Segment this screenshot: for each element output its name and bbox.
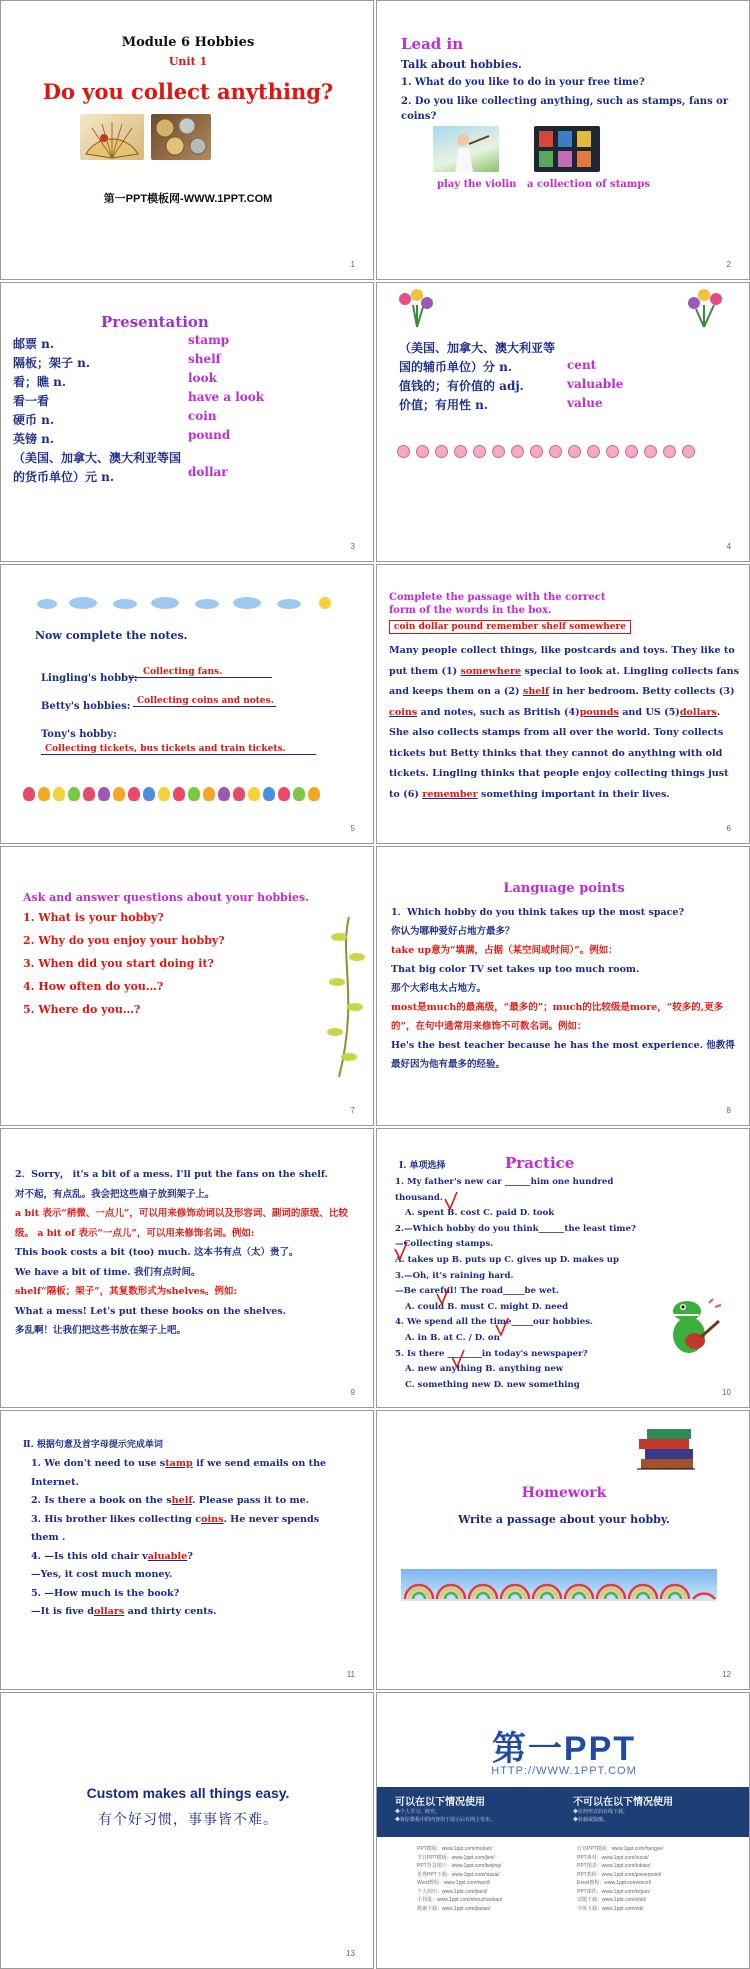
passage-text: and notes, such as British (4): [417, 706, 580, 718]
resource-link[interactable]: 节日PPT模板：www.1ppt.com/jieri/: [417, 1854, 495, 1861]
resource-link[interactable]: PPT教程：www.1ppt.com/powerpoint/: [577, 1871, 662, 1878]
slide-9[interactable]: [0, 1128, 374, 1408]
blank-6: remember: [422, 788, 478, 800]
vine-decoration: [319, 917, 369, 1077]
question-list: [23, 911, 225, 1026]
exercise-list: [395, 1175, 655, 1393]
slide-heading: Presentation: [101, 313, 209, 331]
resource-link[interactable]: 教案下载：www.1ppt.com/jiaoan/: [417, 1905, 491, 1912]
blank: helf: [171, 1495, 193, 1506]
slide-4[interactable]: [376, 282, 750, 562]
page-number: 5: [350, 824, 355, 833]
vocab-cn: 英镑 n.: [13, 432, 55, 446]
page-number: 4: [726, 542, 731, 551]
homework-task: Write a passage about your hobby.: [458, 1513, 670, 1526]
flower-bouquet-icon: [682, 287, 728, 329]
vocab-chinese-list: [13, 335, 183, 487]
blank: aluable: [147, 1550, 188, 1562]
usage-item: ◆任何形式的在线下载。: [573, 1809, 629, 1815]
note-example: He's the best teacher because he has the most experience. 他教得最好因为他有最多的经验。: [391, 1040, 735, 1070]
usage-item: ◆将原模板中的内容用于展示后在网上发布。: [395, 1817, 496, 1823]
slide-3[interactable]: [0, 282, 374, 562]
note-answer-tony: Collecting tickets, bus tickets and train tickets.: [41, 744, 316, 755]
resource-link[interactable]: 个人简历：www.1ppt.com/jianli/: [417, 1888, 488, 1895]
caption-stamps: a collection of stamps: [527, 179, 650, 190]
passage-text: Many people collect things, like postcards and toys. They like to put them (1): [389, 645, 735, 677]
exercise-options: A. takes up B. puts up C. gives up D. makes up: [395, 1254, 620, 1265]
site-watermark: 第一PPT模板网-WWW.1PPT.COM: [103, 193, 273, 205]
slide-heading: Now complete the notes.: [35, 629, 188, 642]
note-most: most是much的最高级，“最多的”；much的比较级是more，“较多的,更多的”，在句中通常用来修饰不可数名词。例如：: [391, 1002, 724, 1032]
vocab-cn: 值钱的；有价值的 adj.: [399, 379, 524, 393]
vocab-en: value: [567, 396, 603, 410]
page-number: 7: [350, 1106, 355, 1115]
exercise-line: 3.—Oh, it's raining hard.: [395, 1270, 514, 1281]
resource-link[interactable]: 优秀PPT下载：www.1ppt.com/xiazai/: [417, 1871, 500, 1878]
vocab-cn: （美国、加拿大、澳大利亚等国的货币单位）元 n.: [13, 451, 182, 484]
vocab-cn: 隔板；架子 n.: [13, 356, 91, 370]
section-label: Ⅰ. 单项选择: [399, 1161, 446, 1171]
module-title: Module 6 Hobbies: [121, 35, 255, 50]
vocab-en: valuable: [567, 377, 624, 391]
usage-can-title: 可以在以下情况使用: [395, 1797, 485, 1808]
question-2: 2. Do you like collecting anything, such as stamps, fans or coins?: [401, 96, 729, 122]
page-number: 12: [722, 1670, 731, 1679]
flower-bouquet-icon: [393, 287, 439, 329]
vocab-en: stamp: [188, 333, 230, 347]
section-label: Ⅱ. 根据句意及首字母提示完成单词: [23, 1440, 163, 1450]
question-1: 1. What do you like to do in your free time?: [401, 77, 645, 88]
slide-heading: Ask and answer questions about your hobbies.: [23, 891, 310, 904]
passage: [389, 641, 741, 805]
vocab-en: look: [188, 371, 217, 385]
blank-1: somewhere: [460, 665, 522, 677]
link-list-left: [417, 1845, 502, 1913]
page-number: 2: [726, 260, 731, 269]
blank-3: coins: [389, 706, 418, 718]
slide-heading: Lead in: [401, 35, 464, 53]
resource-link[interactable]: 字体下载：www.1ppt.com/ziti/: [577, 1905, 644, 1912]
exercise-line: —It is five dollars and thirty cents.: [31, 1606, 217, 1617]
exercise-options: C. something new D. new something: [405, 1379, 580, 1390]
vocab-en: cent: [567, 358, 597, 372]
exercise-list: [31, 1455, 341, 1622]
violin-image: [433, 126, 499, 172]
passage-text: special to look at. Lingling collects fans and keeps them on a (2): [389, 665, 740, 697]
vocab-en: shelf: [188, 352, 221, 366]
note-answer-betty: Collecting coins and notes.: [133, 696, 276, 707]
slide-7[interactable]: [0, 846, 374, 1126]
vocab-cn: 硬币 n.: [13, 413, 55, 427]
page-number: 6: [726, 824, 731, 833]
slide-13[interactable]: [0, 1692, 374, 1969]
vocab-cn: 价值；有用性 n.: [399, 398, 489, 412]
blank-4: pounds: [579, 706, 619, 718]
slide-12[interactable]: [376, 1410, 750, 1690]
exercise-options: A. new anything B. anything new: [405, 1364, 564, 1375]
resource-link[interactable]: PPT课件：www.1ppt.com/kejian/: [577, 1888, 651, 1895]
resource-link[interactable]: PPT背景图片：www.1ppt.com/beijing/: [417, 1863, 502, 1869]
exercise-line: —Yes, it cost much money.: [31, 1569, 173, 1580]
usage-panel: [377, 1787, 750, 1837]
blank-2: shelf: [522, 686, 550, 697]
usage-cannot-title: 不可以在以下情况使用: [573, 1797, 673, 1808]
link-list-right: [577, 1845, 663, 1913]
flower-border-decoration: [23, 787, 320, 801]
rainbow-banner: [401, 1569, 717, 1601]
resource-link[interactable]: PPT素材：www.1ppt.com/sucai/: [577, 1854, 649, 1861]
unit-label: Unit 1: [168, 55, 208, 68]
page-number: 13: [346, 1949, 355, 1958]
vocab-english-list: [188, 333, 264, 479]
exercise-line: —Collecting stamps.: [395, 1239, 494, 1250]
passage-text: and US (5): [618, 706, 680, 718]
note-label-lingling: Lingling's hobby:: [41, 673, 138, 684]
note-example-cn: 那个大彩电太占地方。: [391, 983, 487, 994]
usage-item: ◆个人学习、研究。: [395, 1809, 441, 1815]
brand-slide[interactable]: [376, 1692, 750, 1969]
note-label-betty: Betty's hobbies:: [41, 701, 131, 712]
note-a-bit: a bit 表示“稍微、一点儿”，可以用来修饰动词以及形容词、副词的原级、比较级。 a bit of 表示“一点儿”，可以用来修饰名词。例如:: [15, 1208, 348, 1239]
exercise-line: 1. My father's new car ______him one hundred thousand.: [395, 1177, 614, 1203]
caption-violin: play the violin: [437, 179, 517, 190]
usage-item: ◆转载或镜像。: [573, 1817, 609, 1823]
note-label-tony: Tony's hobby:: [41, 729, 117, 740]
exercise-line: 1. We don't need to use stamp if we send emails on the Internet.: [31, 1458, 327, 1488]
resource-link[interactable]: 试题下载：www.1ppt.com/shiti/: [577, 1897, 647, 1903]
note-example: We have a bit of time. 我们有点时间。: [15, 1266, 201, 1278]
intro-line: Talk about hobbies.: [401, 58, 522, 71]
resource-link[interactable]: 手抄报：www.1ppt.com/shouchaobao/: [417, 1897, 503, 1903]
exercise-options: A. spent B. cost C. paid D. took: [405, 1208, 555, 1219]
stamps-image: [534, 126, 600, 172]
page-number: 11: [346, 1670, 355, 1679]
question-item: 2. Why do you enjoy your hobby?: [23, 934, 225, 947]
note-example-cn: 多乱啊！让我们把这些书放在架子上吧。: [15, 1325, 187, 1336]
slide-1[interactable]: [0, 0, 374, 280]
exercise-line: 5. Is there ________in today's newspaper?: [395, 1348, 588, 1359]
vocab-en: dollar: [188, 465, 228, 479]
page-number: 9: [350, 1388, 355, 1397]
usage-can-list: [395, 1808, 495, 1824]
note-answer-lingling: Collecting fans.: [129, 667, 272, 678]
quote-english: Custom makes all things easy.: [86, 1785, 290, 1801]
slide-heading: Language points: [503, 881, 625, 896]
slide-5[interactable]: [0, 564, 374, 844]
note-example: That big color TV set takes up too much room.: [391, 964, 640, 975]
blank: oins: [201, 1513, 224, 1525]
vocab-chinese-list: [399, 339, 559, 415]
word-box: coin dollar pound remember shelf somewhere: [389, 620, 631, 634]
vocab-en: coin: [188, 409, 217, 423]
vocab-cn: （美国、加拿大、澳大利亚等国的辅币单位）分 n.: [399, 341, 556, 374]
note-question-cn: 你认为哪种爱好占地方最多？: [391, 926, 515, 937]
blank: ollars: [93, 1606, 125, 1617]
brand-url: HTTP://WWW.1PPT.COM: [491, 1765, 637, 1777]
passage-text: in her bedroom. Betty collects (3): [549, 686, 735, 697]
quote-chinese: 有个好习惯，事事皆不难。: [98, 1812, 278, 1828]
resource-link[interactable]: 行业PPT模板：www.1ppt.com/hangye/: [577, 1846, 664, 1852]
note-sentence: 2．Sorry， it's a bit of a mess. I'll put the fans on the shelf.: [15, 1169, 328, 1180]
note-sentence-cn: 对不起，有点乱。我会把这些扇子放到架子上。: [15, 1188, 215, 1200]
resource-link[interactable]: Excel教程：www.1ppt.com/excel/: [577, 1880, 652, 1886]
pig-border-decoration: [397, 445, 695, 458]
crocodile-guitar-icon: [659, 1295, 725, 1359]
blank: tamp: [165, 1458, 193, 1469]
exercise-line: 2.—Which hobby do you think______the least time?: [395, 1223, 636, 1234]
exercise-line: 5. —How much is the book?: [31, 1587, 180, 1599]
books-stack-icon: [635, 1419, 701, 1479]
slide-11[interactable]: [0, 1410, 374, 1690]
question-item: 1. What is your hobby?: [23, 911, 164, 924]
note-question: 1．Which hobby do you think takes up the most space?: [391, 907, 685, 918]
blank-5: dollars: [679, 706, 717, 718]
resource-link[interactable]: PPT图表：www.1ppt.com/tubiao/: [577, 1863, 651, 1869]
resource-link[interactable]: PPT模板：www.1ppt.com/moban/: [417, 1846, 493, 1852]
vocab-cn: 邮票 n.: [13, 337, 55, 351]
slide-heading: Homework: [521, 1485, 607, 1501]
page-number: 3: [350, 542, 355, 551]
slide-heading: Complete the passage with the correct form of the words in the box.: [389, 592, 606, 616]
resource-link[interactable]: Word教程：www.1ppt.com/word/: [417, 1880, 490, 1886]
brand-logo: 第一PPT: [491, 1730, 637, 1768]
exercise-line: 4. —Is this old chair valuable?: [31, 1550, 193, 1562]
page-number: 1: [350, 260, 355, 269]
note-take-up: take up意为“填满，占据（某空间或时间）”。例如：: [391, 945, 618, 956]
usage-cannot-list: [573, 1808, 628, 1824]
slide-6[interactable]: [376, 564, 750, 844]
question-item: 4. How often do you…?: [23, 980, 164, 993]
question-item: 5. Where do you…?: [23, 1003, 141, 1016]
note-example: This book costs a bit (too) much. 这本书有点（太）贵了。: [15, 1247, 299, 1258]
slide-10[interactable]: [376, 1128, 750, 1408]
cloud-border-decoration: [35, 595, 335, 611]
exercise-line: —Be careful! The road_____be wet.: [395, 1286, 559, 1297]
exercise-line: 4. We spend all the time_____our hobbies.: [395, 1317, 594, 1328]
slide-2[interactable]: [376, 0, 750, 280]
language-notes: [15, 1165, 363, 1341]
question-item: 3. When did you start doing it?: [23, 957, 214, 970]
vocab-english-list: [567, 358, 623, 415]
language-notes: [391, 903, 739, 1074]
slide-heading: Practice: [505, 1154, 575, 1172]
vocab-cn: 看一看: [13, 394, 50, 408]
passage-text: . She also collects stamps from all over the world. Tony collects tickets but Betty thinks that they cannot do anything with old tickets. Lingling thinks that people enjoy collecting things just to (6): [389, 706, 729, 800]
exercise-options: A. in B. at C. / D. on: [405, 1332, 500, 1343]
note-shelf: shelf“隔板；架子”，其复数形式为shelves。例如:: [15, 1286, 238, 1297]
page-number: 10: [722, 1388, 731, 1397]
exercise-options: A. could B. must C. might D. need: [405, 1301, 569, 1312]
vocab-cn: 看；瞧 n.: [13, 375, 67, 389]
slide-8[interactable]: [376, 846, 750, 1126]
page-number: 8: [726, 1106, 731, 1115]
passage-text: something important in their lives.: [477, 788, 670, 800]
vocab-en: have a look: [188, 390, 265, 404]
slide-headline: Do you collect anything?: [42, 79, 334, 104]
exercise-line: 3. His brother likes collecting coins. He never spends them .: [31, 1513, 320, 1543]
fan-image: [80, 114, 144, 160]
vocab-en: pound: [188, 428, 231, 442]
coins-image: [151, 114, 211, 160]
note-example: What a mess! Let's put these books on the shelves.: [15, 1305, 287, 1317]
exercise-line: 2. Is there a book on the shelf. Please pass it to me.: [31, 1495, 310, 1506]
